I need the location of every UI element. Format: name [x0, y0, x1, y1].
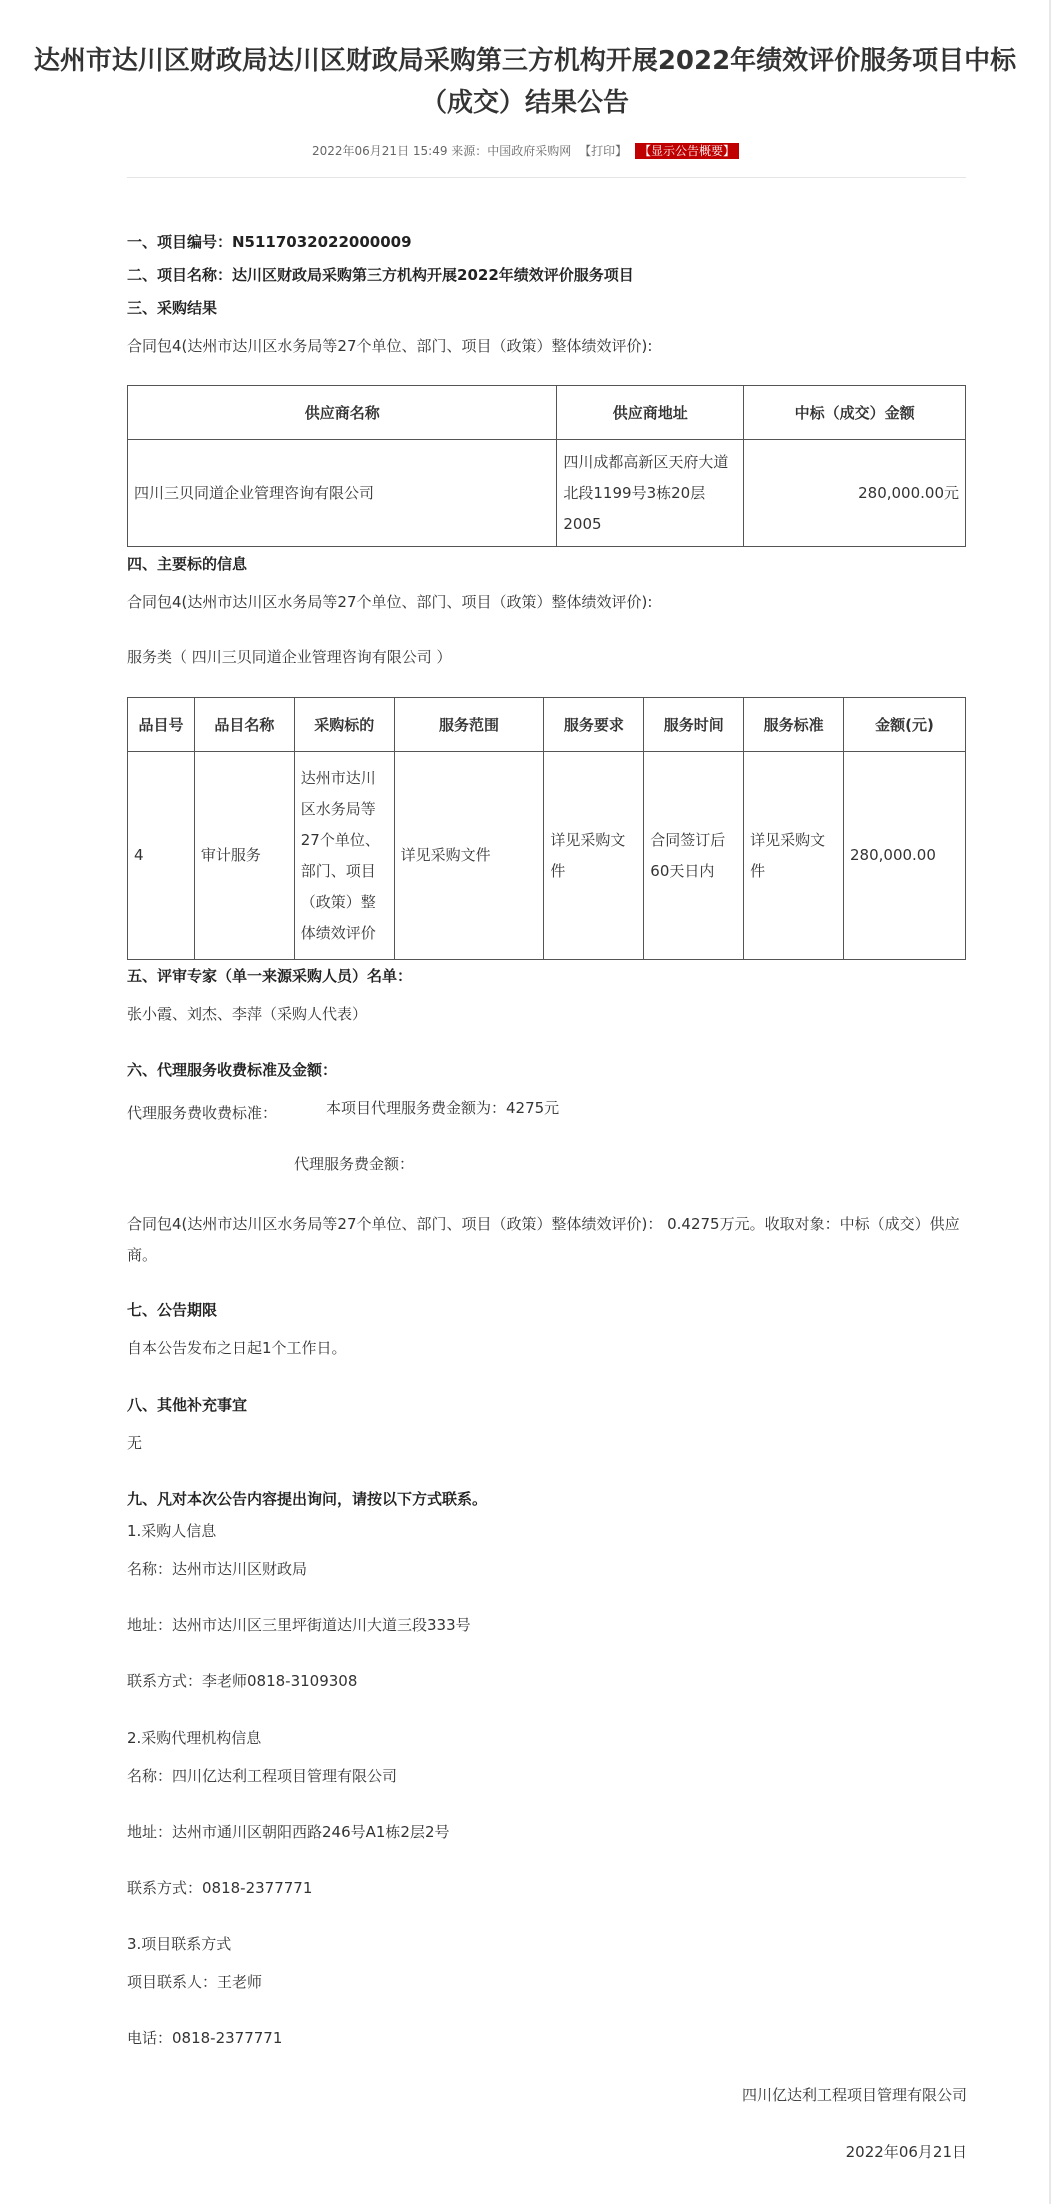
project-name: 二、项目名称：达川区财政局采购第三方机构开展2022年绩效评价服务项目: [127, 266, 634, 284]
award-amount-cell: 280,000.00元: [744, 440, 966, 547]
table-row: [128, 752, 966, 960]
col-item-name: 品目名称: [194, 698, 294, 752]
purchaser-contact: 联系方式：李老师0818-3109308: [127, 1672, 358, 1690]
supplier-table-wrap: [127, 385, 967, 547]
table-header-row: [128, 698, 966, 752]
subject-package-label: 合同包4(达州市达川区水务局等27个单位、部门、项目（政策）整体绩效评价):: [127, 593, 653, 611]
item-name-cell: 审计服务: [194, 752, 294, 960]
col-amount: 金额(元): [844, 698, 966, 752]
other-matters-text: 无: [127, 1434, 143, 1452]
col-service-requirement: 服务要求: [544, 698, 644, 752]
purchaser-address: 地址：达州市达川区三里坪街道达川大道三段333号: [127, 1616, 471, 1634]
project-contact-title: 3.项目联系方式: [127, 1935, 232, 1953]
section-other-matters: 八、其他补充事宜: [127, 1396, 248, 1414]
purchaser-name: 名称：达州市达川区财政局: [127, 1560, 308, 1578]
service-time-cell: 合同签订后60天日内: [644, 752, 744, 960]
supplier-address-cell: 四川成都高新区天府大道北段1199号3栋20层2005: [557, 440, 744, 547]
expert-names: 张小霞、刘杰、李萍（采购人代表）: [127, 1005, 368, 1023]
col-supplier-address: 供应商地址: [557, 386, 744, 440]
item-number-cell: 4: [128, 752, 195, 960]
meta-line: [0, 142, 1051, 160]
subject-table: [127, 697, 966, 960]
service-scope-cell: 详见采购文件: [394, 752, 544, 960]
fee-detail: 合同包4(达州市达川区水务局等27个单位、部门、项目（政策）整体绩效评价)： 0.4275万元。收取对象：中标（成交）供应商。: [127, 1215, 960, 1264]
publish-date: 2022年06月21日 15:49: [311, 144, 448, 158]
project-contact-phone: 电话：0818-2377771: [127, 2029, 283, 2047]
table-row: [128, 440, 966, 547]
subject-table-wrap: [127, 697, 967, 960]
section-agency-fee: 六、代理服务收费标准及金额：: [127, 1061, 338, 1079]
page-title: 达州市达川区财政局达川区财政局采购第三方机构开展2022年绩效评价服务项目中标（成交）结果公告: [33, 46, 1017, 118]
footer-organization: 四川亿达利工程项目管理有限公司: [741, 2086, 967, 2104]
project-number: 一、项目编号：N5117032022000009: [127, 233, 412, 251]
fee-standard-label: 代理服务费收费标准：: [127, 1104, 278, 1122]
service-standard-cell: 详见采购文件: [744, 752, 844, 960]
section-procurement-result: 三、采购结果: [127, 299, 218, 317]
project-contact-person: 项目联系人：王老师: [127, 1973, 263, 1991]
section-review-experts: 五、评审专家（单一来源采购人员）名单：: [127, 967, 413, 985]
title-divider: [127, 177, 966, 178]
print-link[interactable]: 【打印】: [579, 144, 628, 158]
section-main-subject: 四、主要标的信息: [127, 555, 248, 573]
source-text: 来源：中国政府采购网: [451, 144, 572, 158]
fee-amount-label: 代理服务费金额：: [294, 1155, 415, 1173]
notice-period-text: 自本公告发布之日起1个工作日。: [127, 1339, 347, 1357]
col-service-scope: 服务范围: [394, 698, 544, 752]
col-award-amount: 中标（成交）金额: [744, 386, 966, 440]
service-requirement-cell: 详见采购文件: [544, 752, 644, 960]
purchaser-info-title: 1.采购人信息: [127, 1522, 217, 1540]
agency-info-title: 2.采购代理机构信息: [127, 1729, 262, 1747]
agency-address: 地址：达州市通川区朝阳西路246号A1栋2层2号: [127, 1823, 450, 1841]
col-service-standard: 服务标准: [744, 698, 844, 752]
amount-cell: 280,000.00: [844, 752, 966, 960]
col-procurement-subject: 采购标的: [294, 698, 394, 752]
col-item-number: 品目号: [128, 698, 195, 752]
footer-date: 2022年06月21日: [845, 2143, 967, 2161]
supplier-table: [127, 385, 966, 547]
show-summary-button[interactable]: 【显示公告概要】: [635, 143, 739, 159]
section-contact: 九、凡对本次公告内容提出询问，请按以下方式联系。: [127, 1490, 488, 1508]
supplier-name-cell: 四川三贝同道企业管理咨询有限公司: [128, 440, 557, 547]
procurement-subject-cell: 达州市达川区水务局等27个单位、部门、项目（政策）整体绩效评价: [294, 752, 394, 960]
result-package-label: 合同包4(达州市达川区水务局等27个单位、部门、项目（政策）整体绩效评价):: [127, 337, 653, 355]
fee-standard-value: 本项目代理服务费金额为：4275元: [326, 1099, 560, 1117]
agency-name: 名称：四川亿达利工程项目管理有限公司: [127, 1767, 398, 1785]
col-supplier-name: 供应商名称: [128, 386, 557, 440]
col-service-time: 服务时间: [644, 698, 744, 752]
agency-contact: 联系方式：0818-2377771: [127, 1879, 313, 1897]
table-header-row: [128, 386, 966, 440]
section-notice-period: 七、公告期限: [127, 1301, 218, 1319]
service-category: 服务类（ 四川三贝同道企业管理咨询有限公司 ）: [127, 648, 452, 666]
